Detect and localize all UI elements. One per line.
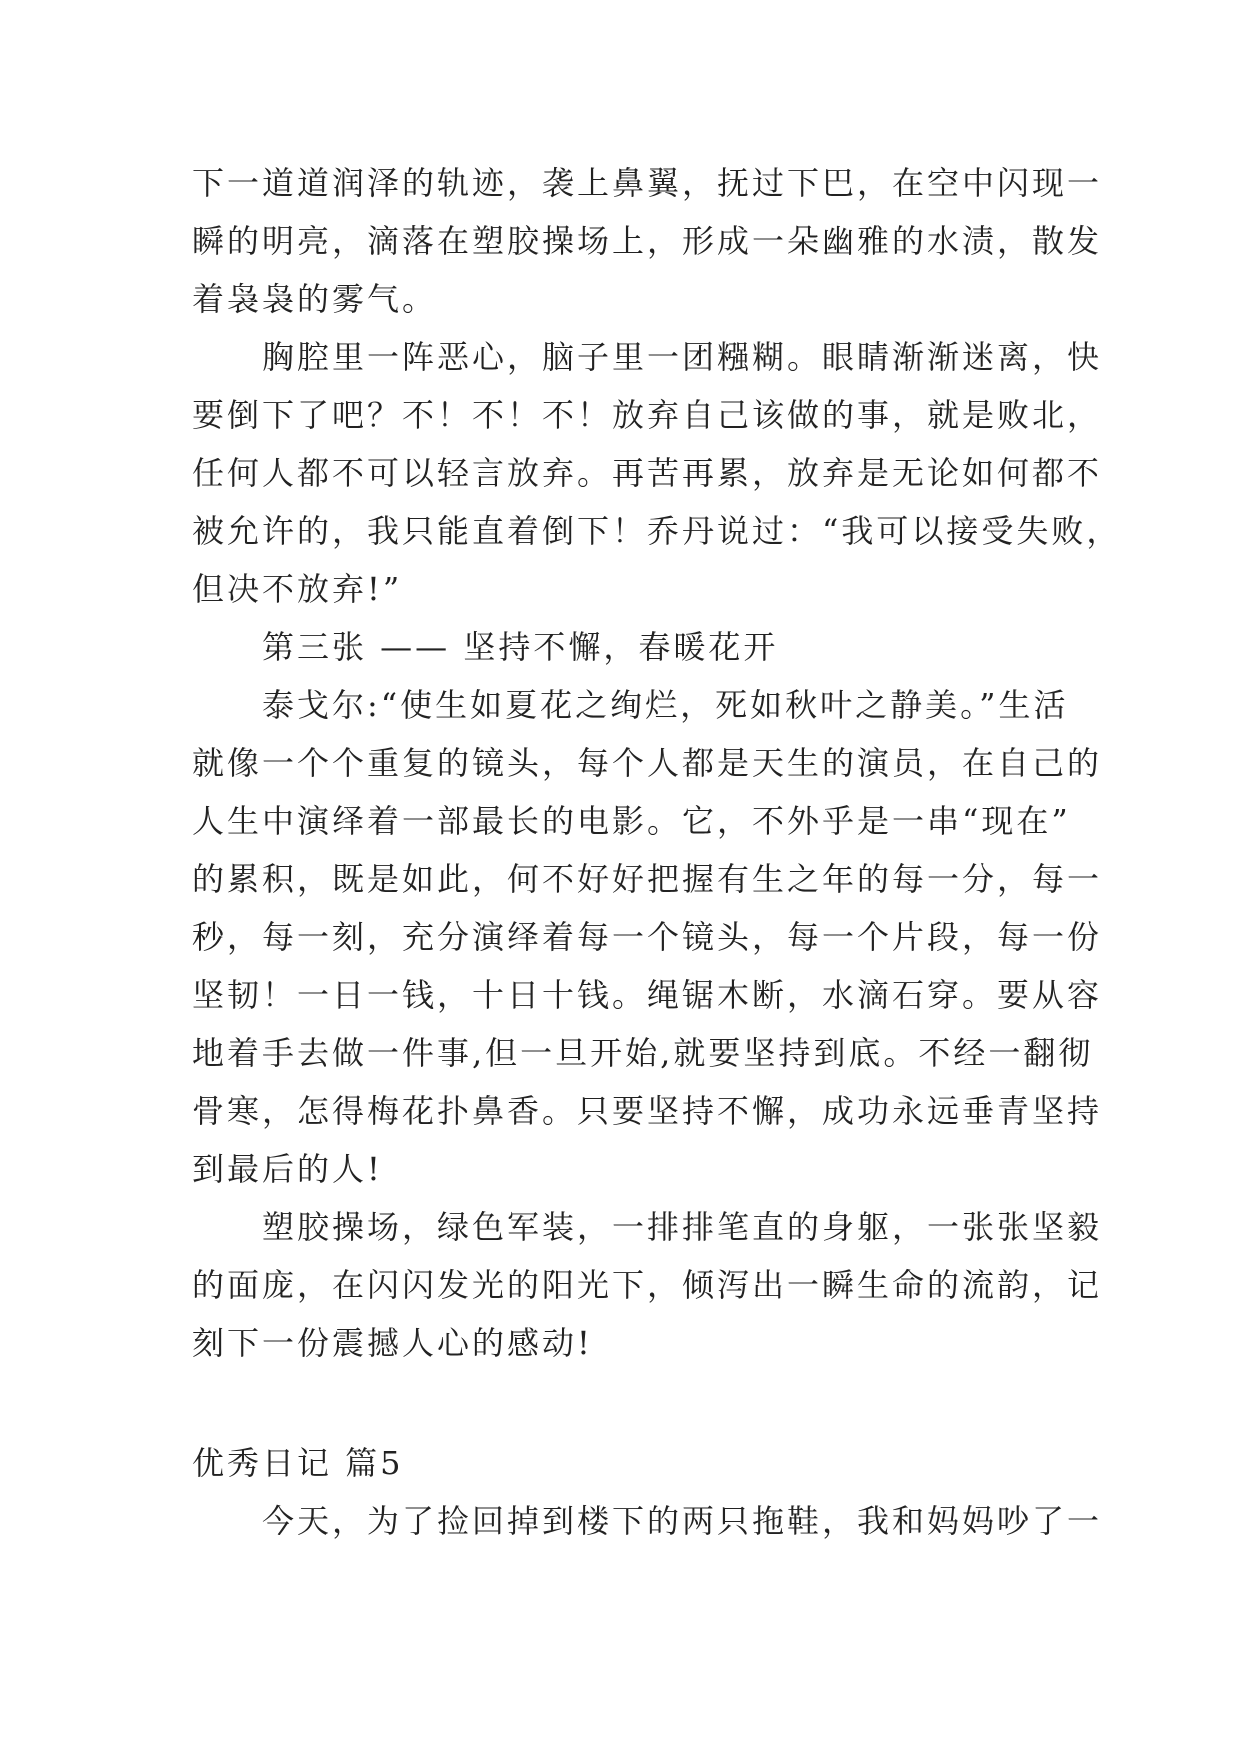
text-line: 人生中演绎着一部最长的电影。它，不外乎是一串“现在” [192,802,1071,840]
text-line: 地着手去做一件事,但一旦开始,就要坚持到底。不经一翻彻 [192,1034,1094,1072]
paragraph-3-subheading [192,618,1062,676]
final-paragraph [192,1492,1103,1550]
subheading-line: 第三张 —— 坚持不懈，春暖花开 [262,628,779,666]
text-line: 着袅袅的雾气。 [192,280,438,318]
text-line: 任何人都不可以轻言放弃。再苦再累，放弃是无论如何都不 [192,454,1103,492]
text-line: 坚韧！一日一钱，十日十钱。绳锯木断，水滴石穿。要从容 [192,976,1103,1014]
text-line: 到最后的人! [192,1150,383,1188]
paragraph-2 [192,328,1122,618]
text-line: 被允许的，我只能直着倒下！乔丹说过：“我可以接受失败， [192,512,1122,550]
text-line: 秒，每一刻，充分演绎着每一个镜头，每一个片段，每一份 [192,918,1103,956]
text-line: 下一道道润泽的轨迹，袭上鼻翼，抚过下巴，在空中闪现一 [192,164,1103,202]
document-body [192,154,1122,1550]
text-line-first: 泰戈尔:“使生如夏花之绚烂，死如秋叶之静美。”生活 [262,686,1069,724]
text-line: 要倒下了吧？不！不！不！放弃自己该做的事，就是败北， [192,396,1103,434]
paragraph-4 [192,676,1103,1198]
text-line: 骨寒，怎得梅花扑鼻香。只要坚持不懈，成功永远垂青坚持 [192,1092,1103,1130]
section-title [192,1434,1062,1492]
text-line: 的累积，既是如此，何不好好把握有生之年的每一分，每一 [192,860,1103,898]
text-line: 的面庞，在闪闪发光的阳光下，倾泻出一瞬生命的流韵，记 [192,1266,1103,1304]
paragraph-1 [192,154,1103,328]
section-title-text: 优秀日记 篇5 [192,1444,404,1482]
text-line: 刻下一份震撼人心的感动! [192,1324,593,1362]
text-line: 就像一个个重复的镜头，每个人都是天生的演员，在自己的 [192,744,1103,782]
text-line-first: 胸腔里一阵恶心，脑子里一团糨糊。眼睛渐渐迷离，快 [262,338,1103,376]
text-line: 但决不放弃!” [192,570,403,608]
text-line-first: 塑胶操场，绿色军装，一排排笔直的身躯，一张张坚毅 [262,1208,1103,1246]
paragraph-5 [192,1198,1103,1372]
text-line: 瞬的明亮，滴落在塑胶操场上，形成一朵幽雅的水渍，散发 [192,222,1103,260]
text-line-first: 今天，为了捡回掉到楼下的两只拖鞋，我和妈妈吵了一 [262,1502,1103,1540]
